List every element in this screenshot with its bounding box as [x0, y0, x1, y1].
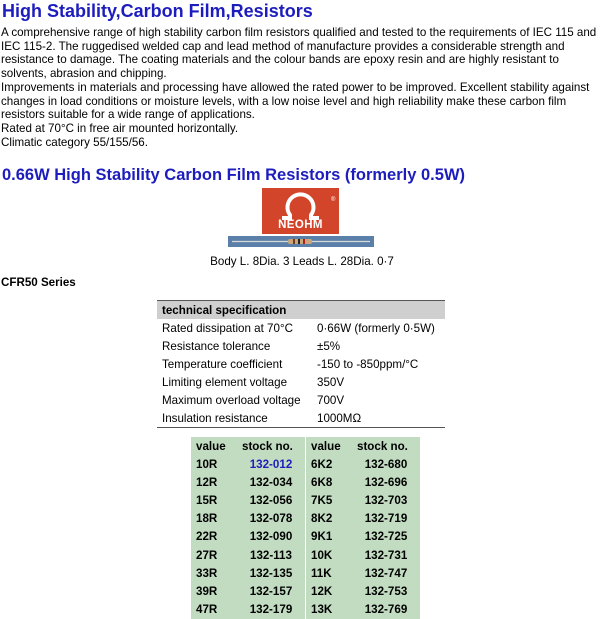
stock-number: 132-696	[364, 475, 408, 489]
resistance-value: 9K1	[311, 530, 333, 544]
stock-table-left	[191, 437, 305, 619]
table-row	[191, 455, 305, 473]
resistance-value: 39R	[196, 584, 218, 598]
spec-value: 0·66W (formerly 0·5W)	[317, 321, 435, 335]
resistance-value: 6K2	[311, 457, 333, 471]
stock-number: 132-725	[364, 530, 408, 544]
resistance-value: 33R	[196, 566, 218, 580]
intro-text	[1, 26, 601, 149]
resistor-image	[228, 236, 374, 247]
resistance-value: 15R	[196, 493, 218, 507]
intro-paragraph: Improvements in materials and processing have allowed the rated power to be improved. Excellent stability against changes in load conditions or moisture levels, with a low noise level and high reliability make these carbon film resistors suitable for a wide range of applications.	[1, 80, 590, 122]
logo-text: NEOHM	[278, 219, 323, 231]
stock-number: 132-719	[364, 512, 408, 526]
resistance-value: 27R	[196, 548, 218, 562]
table-row	[306, 491, 420, 509]
spec-value: 1000MΩ	[312, 409, 445, 428]
stock-number: 132-680	[364, 457, 408, 471]
table-row	[306, 546, 420, 564]
stock-number: 132-731	[364, 548, 408, 562]
table-row	[306, 564, 420, 582]
resistance-value: 8K2	[311, 512, 333, 526]
spec-row	[157, 373, 445, 391]
table-row	[191, 601, 305, 619]
resistance-value: 47R	[196, 603, 218, 617]
spec-row	[157, 409, 445, 428]
spec-label: Limiting element voltage	[162, 375, 288, 389]
stock-number: 132-703	[364, 493, 408, 507]
value-header: value	[311, 439, 341, 453]
stock-no-header: stock no.	[242, 439, 293, 453]
table-row	[191, 491, 305, 509]
spec-value: ±5%	[317, 339, 341, 353]
stock-number: 132-753	[364, 584, 408, 598]
table-row	[191, 582, 305, 600]
spec-row	[157, 319, 445, 337]
product-heading: 0.66W High Stability Carbon Film Resistors (formerly 0.5W)	[2, 166, 466, 184]
resistance-value: 10R	[196, 457, 218, 471]
resistance-value: 18R	[196, 512, 218, 526]
table-row	[191, 473, 305, 491]
stock-number: 132-747	[364, 566, 408, 580]
table-row	[306, 601, 420, 619]
page-title: High Stability,Carbon Film,Resistors	[2, 1, 313, 21]
spec-title: technical specification	[157, 301, 445, 320]
neohm-logo	[262, 188, 339, 234]
spec-value: 700V	[317, 393, 345, 407]
table-row	[306, 582, 420, 600]
stock-number: 132-769	[364, 603, 408, 617]
spec-value: -150 to -850ppm/°C	[317, 357, 419, 371]
value-header: value	[196, 439, 226, 453]
table-row	[306, 455, 420, 473]
stock-number: 132-135	[249, 566, 293, 580]
resistance-value: 22R	[196, 530, 218, 544]
spec-value: 350V	[317, 375, 345, 389]
table-row	[191, 528, 305, 546]
spec-label: Rated dissipation at 70°C	[162, 321, 293, 335]
registered-mark: ®	[331, 197, 336, 203]
spec-label: Insulation resistance	[157, 409, 312, 428]
spec-label: Resistance tolerance	[162, 339, 271, 353]
intro-paragraph: A comprehensive range of high stability carbon film resistors qualified and tested to the requirements of IEC 115 and IEC 115-2. The ruggedised welded cap and lead method of manufacture provides a considerable strength and resistance to damage. The coating materials and the colour bands are epoxy resin and are highly resistant to solvents, abrasion and chipping.	[1, 26, 597, 81]
table-row	[306, 473, 420, 491]
spec-table	[157, 300, 445, 428]
stock-number: 132-078	[249, 512, 293, 526]
resistance-value: 12K	[311, 584, 333, 598]
spec-label: Maximum overload voltage	[162, 393, 301, 407]
table-row	[306, 510, 420, 528]
stock-number: 132-113	[250, 548, 292, 562]
dimensions-text: Body L. 8Dia. 3 Leads L. 28Dia. 0·7	[210, 255, 394, 268]
resistance-value: 11K	[311, 566, 332, 580]
table-row	[191, 546, 305, 564]
stock-number: 132-090	[249, 530, 293, 544]
spec-row	[157, 391, 445, 409]
spec-row	[157, 337, 445, 355]
stock-number: 132-056	[249, 493, 293, 507]
resistance-value: 10K	[311, 548, 333, 562]
stock-table-right	[306, 437, 420, 619]
intro-paragraph: Climatic category 55/155/56.	[1, 135, 148, 149]
table-row	[306, 528, 420, 546]
spec-row	[157, 355, 445, 373]
series-label: CFR50 Series	[1, 276, 76, 289]
resistance-value: 6K8	[311, 475, 333, 489]
stock-number: 132-157	[249, 584, 293, 598]
table-row	[191, 510, 305, 528]
resistance-value: 13K	[311, 603, 333, 617]
resistance-value: 7K5	[311, 493, 333, 507]
stock-number-link[interactable]: 132-012	[249, 457, 293, 471]
stock-no-header: stock no.	[357, 439, 408, 453]
spec-label: Temperature coefficient	[162, 357, 283, 371]
stock-number: 132-179	[249, 603, 293, 617]
intro-paragraph: Rated at 70°C in free air mounted horizontally.	[1, 121, 239, 135]
table-row	[191, 564, 305, 582]
stock-number: 132-034	[249, 475, 293, 489]
resistance-value: 12R	[196, 475, 218, 489]
